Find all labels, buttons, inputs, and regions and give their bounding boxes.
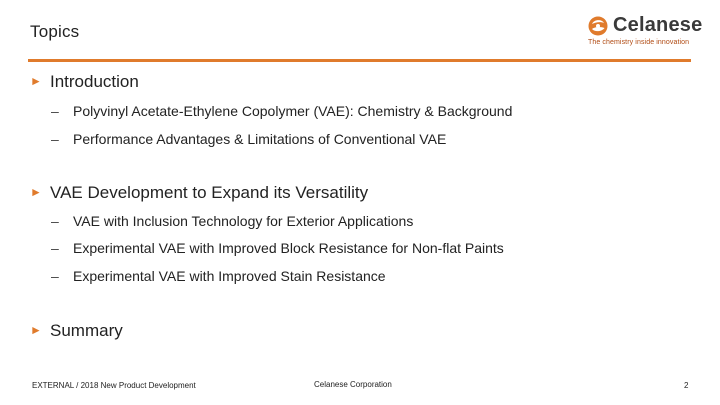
list-item	[51, 240, 504, 256]
dash-bullet: –	[51, 268, 59, 284]
triangle-bullet-icon: ►	[30, 74, 42, 88]
section-introduction	[30, 72, 139, 92]
list-item	[51, 213, 413, 229]
slide-title: Topics	[30, 22, 80, 41]
celanese-logo	[586, 14, 703, 50]
dash-bullet: –	[51, 213, 59, 229]
celanese-swirl-icon	[588, 16, 608, 36]
triangle-bullet-icon: ►	[30, 323, 42, 337]
list-item	[51, 131, 446, 147]
footer-company: Celanese Corporation	[314, 380, 392, 389]
brand-name: Celanese	[613, 14, 703, 36]
section-label: VAE Development to Expand its Versatility	[50, 183, 369, 202]
dash-bullet: –	[51, 131, 59, 147]
footer-classification: EXTERNAL / 2018 New Product Development	[32, 381, 196, 390]
dash-bullet: –	[51, 103, 59, 119]
list-item-text: Performance Advantages & Limitations of Conventional VAE	[73, 131, 447, 147]
list-item	[51, 268, 386, 284]
brand-tagline: The chemistry inside innovation	[588, 39, 690, 46]
triangle-bullet-icon: ►	[30, 185, 42, 199]
list-item-text: Experimental VAE with Improved Stain Resistance	[73, 268, 386, 284]
dash-bullet: –	[51, 240, 59, 256]
list-item-text: VAE with Inclusion Technology for Exterior Applications	[73, 213, 414, 229]
list-item	[51, 103, 512, 119]
title-divider	[28, 59, 691, 62]
section-vae-development	[30, 183, 368, 203]
page-number: 2	[684, 381, 689, 390]
list-item-text: Polyvinyl Acetate-Ethylene Copolymer (VAE): Chemistry & Background	[73, 103, 513, 119]
section-label: Introduction	[50, 72, 139, 91]
list-item-text: Experimental VAE with Improved Block Resistance for Non-flat Paints	[73, 240, 504, 256]
section-label: Summary	[50, 321, 123, 340]
section-summary	[30, 321, 123, 341]
